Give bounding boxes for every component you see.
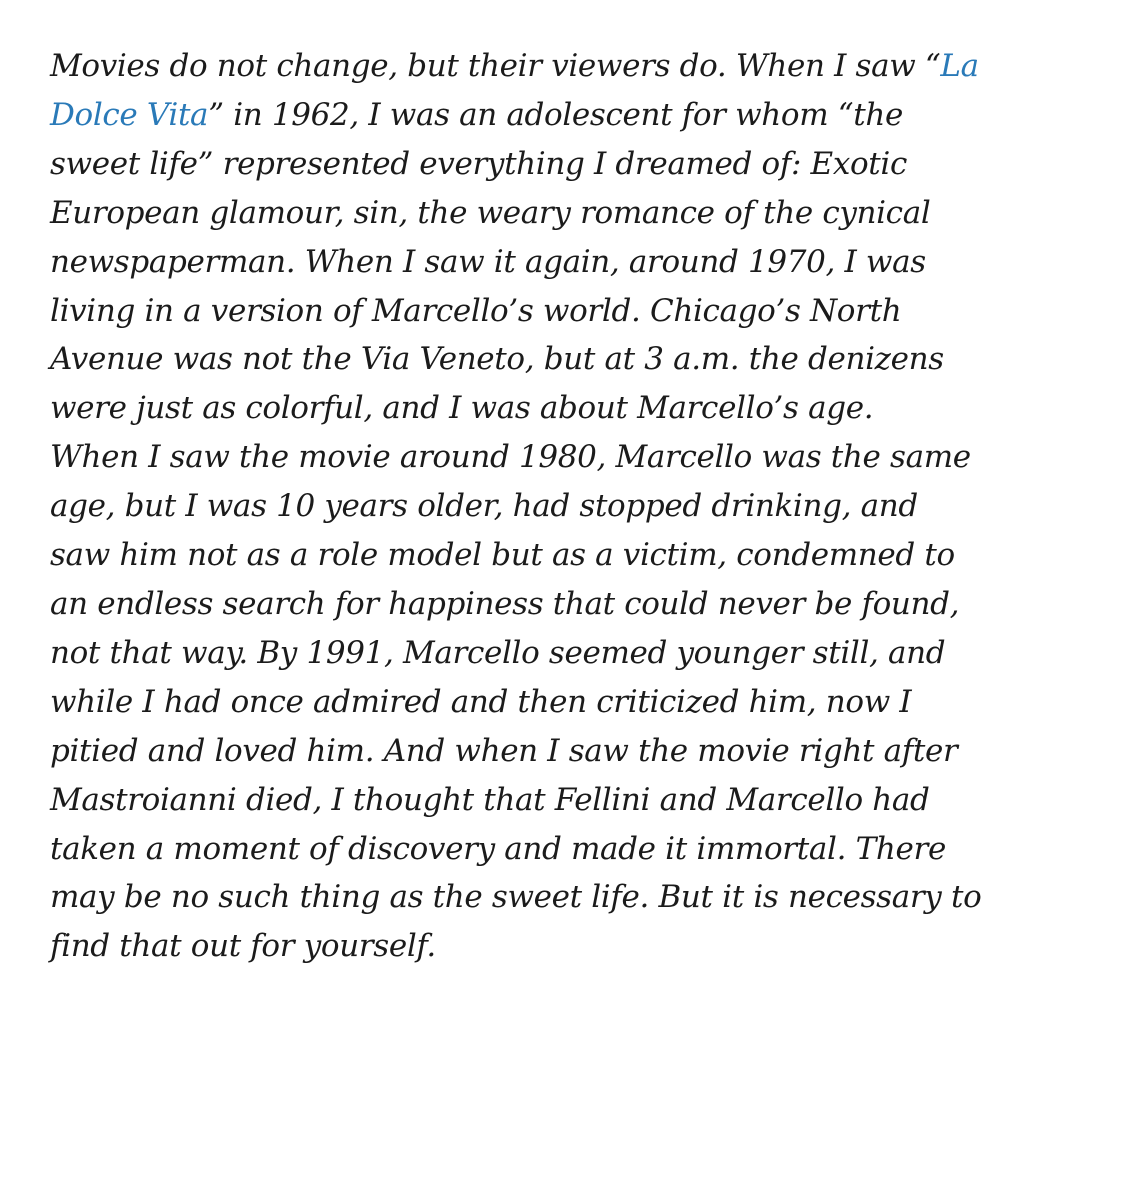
text-segment: Avenue was not the Via Veneto, but at 3 a.m. the denizens [50,341,944,378]
text-segment: When I saw the movie around 1980, Marcello was the same [50,439,971,476]
text-segment: Mastroianni died, I thought that Fellini and Marcello had [50,781,930,818]
text-line [50,727,1110,776]
text-segment: newspaperman. When I saw it again, around 1970, I was [50,243,926,280]
text-segment: European glamour, sin, the weary romance of the cynical [50,194,931,231]
text-line [50,140,1110,189]
text-segment: age, but I was 10 years older, had stopped drinking, and [50,488,918,525]
text-line [50,873,1110,922]
text-segment: find that out for yourself. [50,928,436,965]
text-line [50,629,1110,678]
text-line [50,531,1110,580]
text-line [50,335,1110,384]
text-line [50,238,1110,287]
text-segment: while I had once admired and then criticized him, now I [50,683,912,720]
text-line [50,678,1110,727]
text-line [50,482,1110,531]
film-title-link[interactable]: Dolce Vita [50,96,209,133]
text-segment: Movies do not change, but their viewers do. When I saw “ [50,48,941,84]
text-line [50,384,1110,433]
text-segment: pitied and loved him. And when I saw the movie right after [50,732,958,769]
text-line [50,433,1110,482]
text-segment: ” in 1962, I was an adolescent for whom “the [208,96,904,133]
text-segment: may be no such thing as the sweet life. But it is necessary to [50,879,982,916]
text-segment: not that way. By 1991, Marcello seemed younger still, and [50,634,946,671]
text-line [50,776,1110,825]
text-segment: were just as colorful, and I was about Marcello’s age. [50,390,874,427]
text-segment: living in a version of Marcello’s world. Chicago’s North [50,292,902,329]
text-line [50,189,1110,238]
article-body [50,42,1110,971]
film-title-link[interactable]: La [940,48,979,84]
text-segment: sweet life” represented everything I dreamed of: Exotic [50,145,907,182]
text-line [50,922,1110,971]
text-line [50,825,1110,874]
text-line [50,580,1110,629]
text-segment: an endless search for happiness that could never be found, [50,585,960,622]
text-line [50,42,1110,91]
text-line [50,287,1110,336]
text-line [50,91,1110,140]
text-segment: taken a moment of discovery and made it immortal. There [50,830,946,867]
text-segment: saw him not as a role model but as a victim, condemned to [50,537,955,574]
review-paragraph [50,42,1110,971]
